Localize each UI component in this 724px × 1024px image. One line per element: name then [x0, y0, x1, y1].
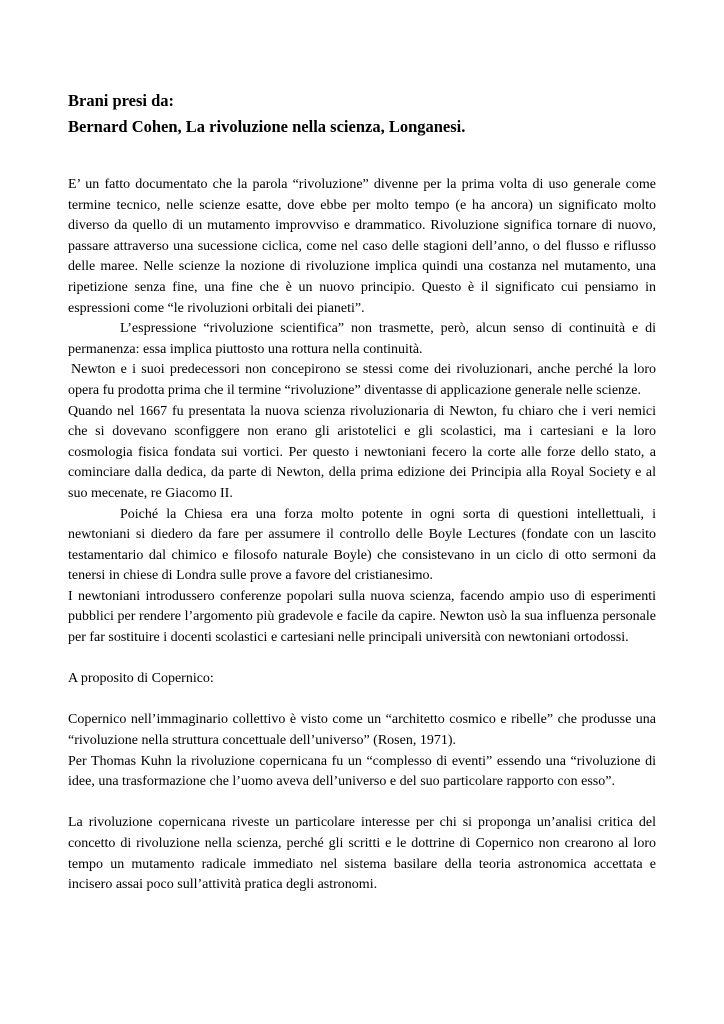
book-citation: Bernard Cohen, La rivoluzione nella scienza, Longanesi. — [68, 117, 466, 136]
document-page — [68, 88, 656, 896]
spacer — [68, 649, 656, 670]
paragraph-newton-predecessors: Newton e i suoi predecessori non concepirono se stessi come dei rivoluzionari, anche perché la loro opera fu prodotta prima che il termine “rivoluzione” diventasse di applicazione generale nelle scienze. — [68, 362, 656, 398]
document-body — [68, 175, 656, 896]
spacer — [68, 793, 656, 814]
section-label-copernico: A proposito di Copernico: — [68, 671, 214, 687]
paragraph-scientific-revolution: L’espressione “rivoluzione scientifica” non trasmette, però, alcun senso di continuità e di permanenza: essa implica piuttosto una rottura nella continuità. — [68, 321, 656, 357]
source-heading: Brani presi da: — [68, 91, 175, 110]
paragraph-kuhn: Per Thomas Kuhn la rivoluzione copernicana fu un “complesso di eventi” essendo una “rivoluzione di idee, una trasformazione che l’uomo aveva dell’universo e del suo particolare rapporto con esso”. — [68, 753, 656, 790]
paragraph-newtonian-conferences: I newtoniani introdussero conferenze popolari sulla nuova scienza, facendo ampio uso di esperimenti pubblici per rendere l’argomento più gradevole e facile da capire. Newton usò la sua influenza personale per far sostituire i docenti scolastici e cartesiani nelle principali università con newtoniani ortodossi. — [68, 588, 656, 646]
paragraph-copernican-revolution: La rivoluzione copernicana riveste un particolare interesse per chi si proponga un’analisi critica del concetto di rivoluzione nella scienza, perché gli scritti e le dottrine di Copernico non crearono al loro tempo un mutamento radicale immediato nel sistema basilare della teoria astronomica accettata e incisero assai poco sull’attività pratica degli astronomi. — [68, 815, 656, 893]
spacer — [68, 690, 656, 711]
paragraph-copernico-architect: Copernico nell’immaginario collettivo è visto come un “architetto cosmico e ribelle” che produsse una “rivoluzione nella struttura concettuale dell’universo” (Rosen, 1971). — [68, 712, 656, 749]
paragraph-revolution-meaning: E’ un fatto documentato che la parola “rivoluzione” divenne per la prima volta di uso generale come termine tecnico, nelle scienze esatte, dove ebbe per molto tempo (e ha ancora) un significato molto diverso da quello di un mutamento improvviso e drammatico. Rivoluzione significa tornare di nuovo, passare attraverso una sucessione ciclica, come nel caso delle stagioni dell’anno, o del flusso e riflusso delle maree. Nelle scienze la nozione di rivoluzione implica quindi una costanza nel mutamento, una ripetizione senza fine, una fine che è un nuovo principio. Questo è il significato cui pensiamo in espressioni come “le rivoluzioni orbitali dei pianeti”. — [68, 177, 656, 316]
paragraph-newton-1667: Quando nel 1667 fu presentata la nuova scienza rivoluzionaria di Newton, fu chiaro che i veri nemici che si dovevano sconfiggere non erano gli aristotelici e gli scolastici, ma i cartesiani e la loro cosmologia fisica fondata sui vortici. Per questo i newtoniani fecero la corte alle forze dello stato, a cominciare dalla dedica, da parte di Newton, della prima edizione dei Principia alla Royal Society e al suo mecenate, re Giacomo II. — [68, 403, 656, 501]
paragraph-boyle-lectures: Poiché la Chiesa era una forza molto potente in ogni sorta di questioni intellettuali, i newtoniani si diedero da fare per assumere il controllo delle Boyle Lectures (fondate con un lascito testamentario dal chimico e filosofo naturale Boyle) che consistevano in un ciclo di otto sermoni da tenersi in chiese di Londra sulle prove a favore del cristianesimo. — [68, 506, 656, 584]
